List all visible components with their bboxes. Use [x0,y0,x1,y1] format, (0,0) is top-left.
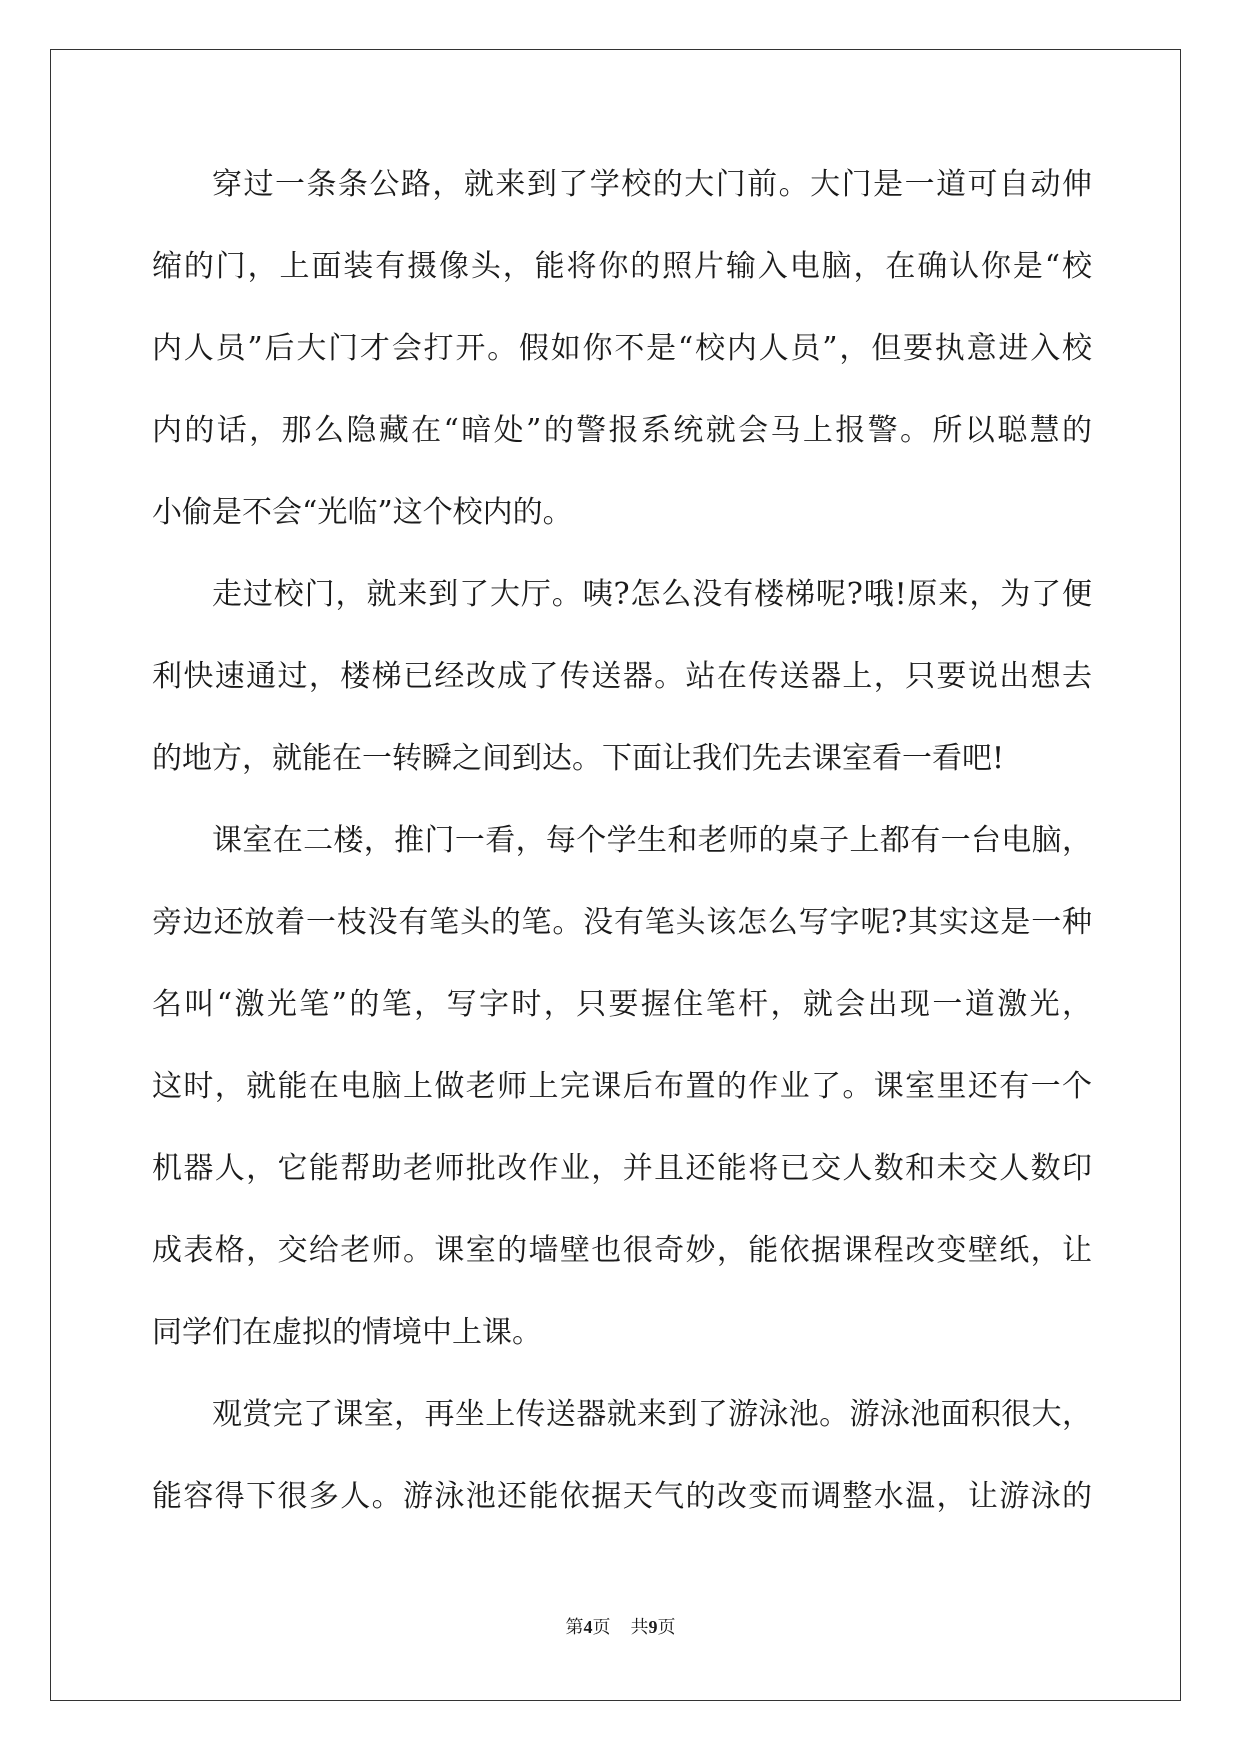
paragraph-line: 内人员”后大门才会打开。假如你不是“校内人员”，但要执意进入校 [152,331,1092,366]
paragraph-line: 同学们在虚拟的情境中上课。 [152,1315,542,1350]
paragraph [152,1388,1092,1552]
total-suffix: 页 [657,1617,676,1637]
paragraph [152,814,1092,1388]
paragraph-line: 内的话，那么隐藏在“暗处”的警报系统就会马上报警。所以聪慧的 [152,413,1092,448]
paragraph-line: 小偷是不会“光临”这个校内的。 [152,495,573,530]
paragraph-line: 课室在二楼，推门一看，每个学生和老师的桌子上都有一台电脑， [212,823,1092,858]
paragraph-line: 旁边还放着一枝没有笔头的笔。没有笔头该怎么写字呢?其实这是一种 [152,905,1092,940]
paragraph-line: 穿过一条条公路，就来到了学校的大门前。大门是一道可自动伸 [212,167,1092,202]
page-suffix: 页 [592,1617,611,1637]
document-body [152,158,1092,1552]
paragraph-line: 走过校门，就来到了大厅。咦?怎么没有楼梯呢?哦!原来，为了便 [212,577,1092,612]
page-footer [0,1613,1241,1639]
paragraph-line: 成表格，交给老师。课室的墙壁也很奇妙，能依据课程改变壁纸，让 [152,1233,1092,1268]
total-pages: 9 [648,1617,658,1637]
page-prefix: 第 [565,1617,584,1637]
paragraph-line: 的地方，就能在一转瞬之间到达。下面让我们先去课室看一看吧! [152,741,1005,776]
paragraph-line: 这时，就能在电脑上做老师上完课后布置的作业了。课室里还有一个 [152,1069,1092,1104]
paragraph-line: 利快速通过，楼梯已经改成了传送器。站在传送器上，只要说出想去 [152,659,1092,694]
paragraph-line: 观赏完了课室，再坐上传送器就来到了游泳池。游泳池面积很大， [212,1397,1092,1432]
paragraph [152,568,1092,814]
page-number: 4 [583,1617,593,1637]
paragraph-line: 机器人，它能帮助老师批改作业，并且还能将已交人数和未交人数印 [152,1151,1092,1186]
paragraph-line: 缩的门，上面装有摄像头，能将你的照片输入电脑，在确认你是“校 [152,249,1092,284]
paragraph-line: 能容得下很多人。游泳池还能依据天气的改变而调整水温，让游泳的 [152,1479,1092,1514]
paragraph-line: 名叫“激光笔”的笔，写字时，只要握住笔杆，就会出现一道激光， [152,987,1092,1022]
paragraph [152,158,1092,568]
total-prefix: 共 [630,1617,649,1637]
